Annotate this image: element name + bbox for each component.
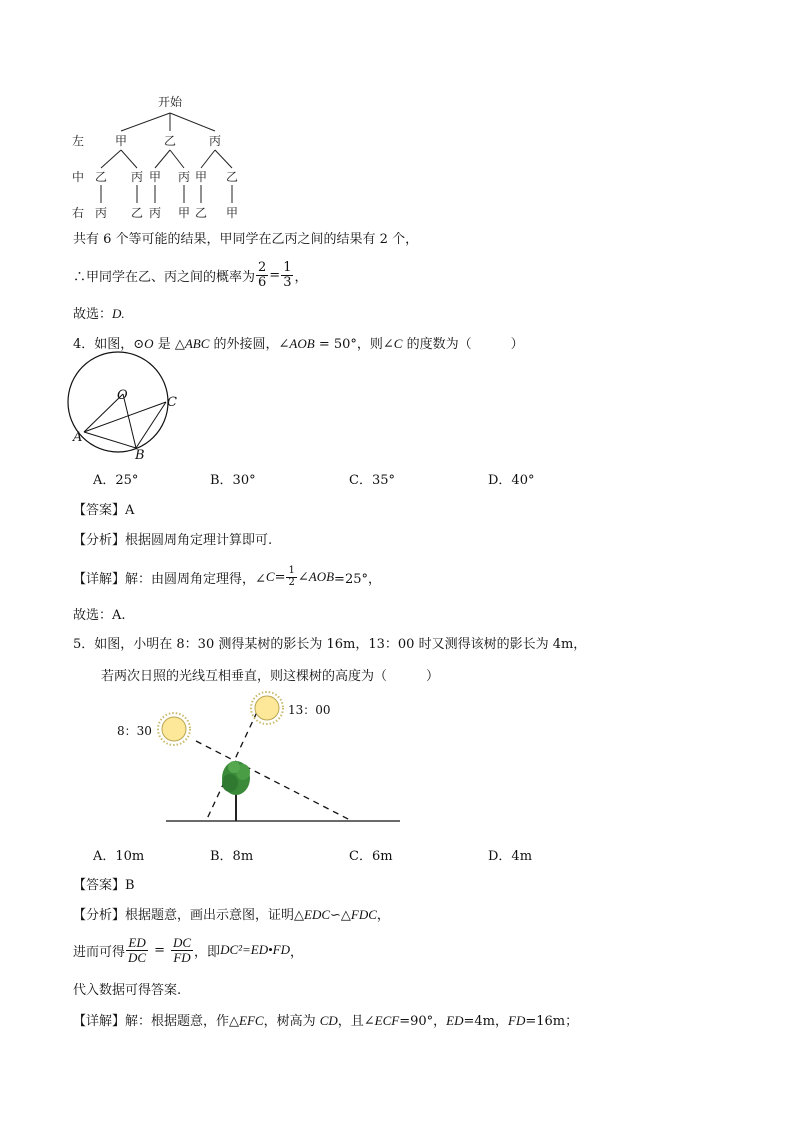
tree-l2-node: 丙 [177, 170, 191, 184]
q4-stem-var: O [144, 336, 154, 351]
q5-option-a: A．10m [93, 849, 145, 864]
q4-option-a: A．25° [93, 473, 139, 488]
q5-option-c: C．6m [349, 849, 393, 864]
sun-icon [251, 692, 283, 724]
q5-analysis [73, 904, 390, 923]
q4-stem-part: 的外接圆，∠ [209, 337, 290, 352]
equals-sign: = [274, 569, 286, 585]
fraction-numerator: 2 [258, 259, 267, 275]
q4-choose: 故选：A. [73, 608, 126, 623]
time-label-0830: 8：30 [117, 724, 152, 738]
q4-stem-var: C [393, 336, 403, 351]
tree-l3-node: 乙 [194, 206, 208, 220]
q5-option-b: B．8m [210, 849, 254, 864]
q5-analysis-var: FDC [350, 907, 377, 922]
q4-option-b: B．30° [210, 473, 256, 488]
q3-prob-suffix: ， [294, 269, 308, 285]
q4-detail [73, 562, 381, 592]
fraction-denominator: 6 [258, 274, 267, 290]
q4-detail-part: =25°， [334, 571, 381, 587]
tree-l3-node: 丙 [94, 206, 108, 220]
q5-detail-part: =4m， [463, 1014, 509, 1029]
q5-detail-var: ECF [374, 1013, 400, 1028]
q5-derive [73, 932, 303, 968]
fraction-denominator: FD [173, 949, 191, 965]
fraction-2-6 [256, 261, 268, 289]
q5-analysis-var: EDC [304, 907, 330, 922]
q5-analysis-part: ， [376, 908, 390, 923]
tree-l2-node: 甲 [148, 170, 162, 184]
tree-l1-node: 甲 [114, 134, 128, 148]
point-label-O: O [117, 388, 128, 403]
tree-l3-node: 甲 [225, 206, 239, 220]
fraction-numerator: ED [126, 936, 148, 951]
q4-stem-part: = 50°，则∠ [314, 337, 394, 352]
q5-option-d: D．4m [488, 849, 533, 864]
equals-sign: = [269, 267, 281, 283]
row-label-left: 左 [71, 134, 85, 148]
q3-probability-line [73, 258, 308, 292]
sun-icon [158, 713, 190, 745]
q4-detail-var: C [265, 569, 275, 584]
tree-l1-node: 乙 [163, 134, 177, 148]
tree-l3-node: 丙 [148, 206, 162, 220]
point-label-C: C [167, 395, 177, 410]
fraction-denominator: DC [128, 949, 147, 965]
q5-derive-part: ，即 [194, 944, 221, 960]
tree-icon [222, 761, 250, 821]
row-label-right: 右 [71, 206, 85, 220]
fraction-dc-fd [171, 936, 193, 964]
point-label-B: B [135, 448, 145, 463]
q5-derive-part: ， [290, 944, 304, 960]
q5-detail-var: FD [508, 1013, 526, 1028]
fraction-numerator: 1 [283, 259, 292, 275]
q5-detail-var: EFC [239, 1013, 264, 1028]
q5-detail-part: =16m； [525, 1014, 579, 1029]
equals-sign: = [154, 942, 165, 958]
q5-detail-part: =90°， [399, 1014, 447, 1029]
q4-detail-var: AOB [308, 569, 335, 584]
q5-detail-part: ，树高为 [263, 1014, 320, 1029]
fraction-1-3 [281, 261, 293, 289]
q4-detail-part: 【详解】解：由圆周角定理得，∠ [73, 571, 266, 587]
q4-detail-part: ∠ [297, 569, 309, 585]
q5-detail [73, 1010, 578, 1029]
tree-l3-node: 甲 [177, 206, 191, 220]
fraction-denominator: 2 [288, 576, 295, 588]
q4-stem-part: 是 △ [153, 337, 185, 352]
q5-detail-var: CD [319, 1013, 338, 1028]
q4-stem-var: ABC [184, 336, 210, 351]
choose-value: D. [112, 306, 125, 321]
q5-stem-line1: 5．如图，小明在 8：30 测得某树的影长为 16m，13：00 时又测得该树的影长为 4m， [73, 637, 587, 652]
q5-substitute: 代入数据可得答案. [73, 983, 182, 998]
time-label-1300: 13：00 [288, 703, 331, 717]
q5-analysis-part: ∽△ [330, 908, 351, 923]
q4-analysis: 【分析】根据圆周角定理计算即可. [73, 533, 273, 548]
fraction-1-2 [286, 566, 296, 588]
tree-l2-node: 乙 [94, 170, 108, 184]
point-label-A: A [73, 430, 83, 445]
q4-circle-figure [60, 350, 190, 465]
q4-option-d: D．40° [488, 473, 535, 488]
q5-derive-part: 进而可得 [73, 944, 126, 960]
fraction-ed-dc [126, 936, 148, 964]
q3-choose-line [73, 303, 125, 322]
tree-l2-node: 丙 [130, 170, 144, 184]
row-label-middle: 中 [71, 170, 85, 184]
q4-stem-part: 4．如图，⊙ [73, 337, 145, 352]
fraction-numerator: DC [172, 934, 192, 950]
q5-detail-part: ，且∠ [337, 1014, 375, 1029]
tree-l1-node: 丙 [208, 134, 222, 148]
q5-stem-line2: 若两次日照的光线互相垂直，则这棵树的高度为（ ） [101, 669, 440, 684]
tree-l2-node: 甲 [194, 170, 208, 184]
q5-detail-var: ED [446, 1013, 464, 1028]
q4-answer: 【答案】A [73, 503, 135, 518]
q5-answer: 【答案】B [73, 878, 135, 893]
q4-stem-part: 的度数为（ ） [402, 337, 524, 352]
q4-option-c: C．35° [349, 473, 395, 488]
q5-shadow-figure [0, 690, 794, 830]
q3-summary: 共有 6 个等可能的结果，甲同学在乙丙之间的结果有 2 个， [73, 232, 419, 247]
tree-l3-node: 乙 [130, 206, 144, 220]
q3-prob-prefix: ∴甲同学在乙、丙之间的概率为 [73, 269, 256, 285]
fraction-denominator: 3 [283, 274, 292, 290]
q5-detail-part: 【详解】解：根据题意，作△ [73, 1014, 239, 1029]
choose-label: 故选： [73, 307, 113, 322]
probability-tree-diagram [0, 0, 794, 230]
fraction-numerator: 1 [288, 565, 295, 576]
q4-stem-var: AOB [289, 336, 315, 351]
q5-analysis-part: 【分析】根据题意，画出示意图，证明△ [73, 908, 304, 923]
tree-l2-node: 乙 [225, 170, 239, 184]
q5-derive-formula: DC²=ED•FD [220, 942, 291, 957]
tree-root: 开始 [157, 95, 183, 109]
